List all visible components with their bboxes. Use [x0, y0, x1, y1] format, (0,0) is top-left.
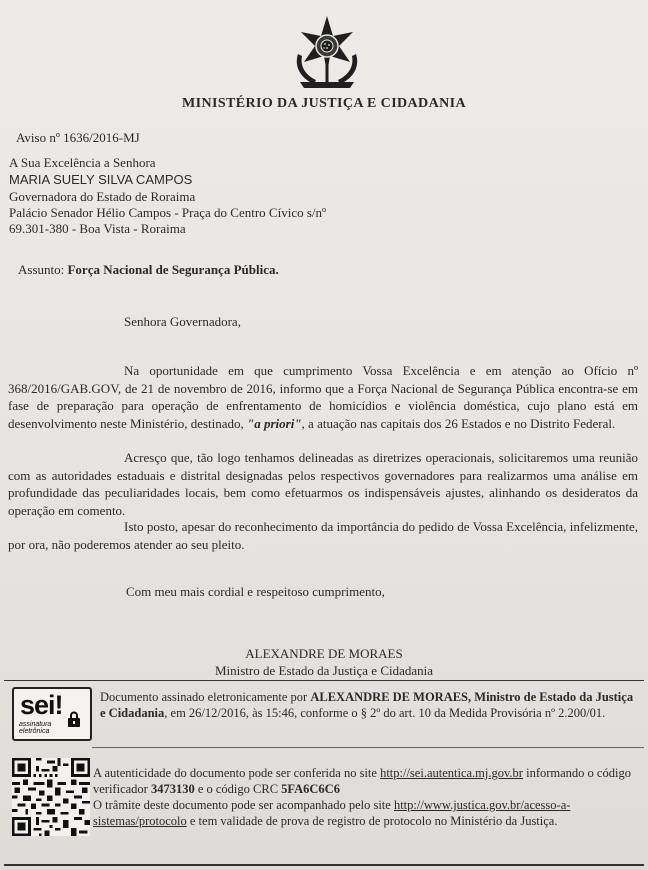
- paragraph-1: [8, 362, 638, 432]
- sei-seal: [12, 687, 92, 741]
- signature-role: Ministro de Estado da Justiça e Cidadania: [100, 690, 634, 720]
- recipient-salutation: A Sua Excelência a Senhora: [9, 155, 156, 170]
- subject-line: [18, 262, 279, 278]
- electronic-signature-notice: Documento assinado eletronicamente por ALEXANDRE DE MORAES, Ministro de Estado da Justiça e Cidadania, em 26/12/2016, às 15:46, conforme o § 2º do art. 10 da Medida Provisória nº 2.200/01.: [100, 690, 634, 720]
- signature-name: ALEXANDRE DE MORAES: [310, 690, 469, 704]
- verification-notice: A autenticidade do documento pode ser conferida no site http://sei.autentica.mj.gov.br informando o código verificador 3473130 e o código CRC 5FA6C6C6 O trâmite deste documento pode ser acompanhado pelo site http://www.justica.gov.br/acesso-a-sistemas/protocolo e tem validade de prova de registro de protocolo no Ministério da Justiça.: [93, 766, 631, 828]
- paragraph-3: Isto posto, apesar do reconhecimento da importância do pedido de Vossa Excelência, infelizmente, por ora, não poderemos atender ao seu pleito.: [8, 519, 638, 552]
- paragraph-2: Acresço que, tão logo tenhamos delineadas as diretrizes operacionais, solicitaremos uma reunião com as autoridades estaduais e distrital designadas pelos respectivos governadores para realizarmos uma análise em profundidade das peculiaridades locais, bem como efetuarmos os indispensáveis ajustes, alinhando os desideratos da operação em comento.: [8, 450, 638, 518]
- lock-icon: [66, 711, 82, 727]
- recipient-address: Palácio Senador Hélio Campos - Praça do Centro Cívico s/nº: [9, 205, 327, 220]
- sei-logo-subtitle: assinatura eletrônica: [19, 721, 52, 735]
- paragraph-1-emphasis: "a priori": [247, 415, 302, 431]
- divider-bottom: [4, 864, 644, 866]
- paragraph-1-end: , a atuação nas capitais dos 26 Estados e no Distrito Federal.: [301, 415, 616, 431]
- subject-label: Assunto:: [18, 262, 65, 277]
- recipient-name: MARIA SUELY SILVA CAMPOS: [9, 172, 193, 187]
- sei-logo-text: sei!: [20, 690, 63, 720]
- protocol-link[interactable]: http://www.justica.gov.br/acesso-a-sistemas/protocolo: [93, 798, 571, 828]
- qr-code-icon: [12, 757, 90, 837]
- paragraph-1-text: Na oportunidade em que cumprimento Vossa Excelência e em atenção ao Ofício nº 368/2016/GAB.GOV, de 21 de novembro de 2016, informo que a Força Nacional de Segurança Pública encontra-se em fase de preparação para operação de enfrentamento de homicídios e violência doméstica, cujo plano está em desenvolvimento neste Ministério, destinado,: [8, 363, 638, 431]
- recipient-postal: 69.301-380 - Boa Vista - Roraima: [9, 221, 186, 236]
- divider-middle: [92, 747, 644, 748]
- authenticity-link[interactable]: http://sei.autentica.mj.gov.br: [380, 766, 523, 780]
- divider-top: [4, 680, 644, 681]
- closing: Com meu mais cordial e respeitoso cumprimento,: [126, 584, 385, 599]
- ministry-heading: MINISTÉRIO DA JUSTIÇA E CIDADANIA: [182, 96, 466, 111]
- verification-code: 3473130: [150, 782, 195, 796]
- recipient-title: Governadora do Estado de Roraima: [9, 189, 196, 204]
- signer-name: ALEXANDRE DE MORAES: [245, 646, 403, 661]
- salutation: Senhora Governadora,: [124, 314, 241, 329]
- signer-title: Ministro de Estado da Justiça e Cidadania: [214, 663, 434, 678]
- coat-of-arms-icon: [290, 14, 364, 92]
- crc-code: 5FA6C6C6: [281, 782, 340, 796]
- document-number: Aviso nº 1636/2016-MJ: [16, 130, 140, 145]
- subject-text: Força Nacional de Segurança Pública.: [67, 262, 279, 277]
